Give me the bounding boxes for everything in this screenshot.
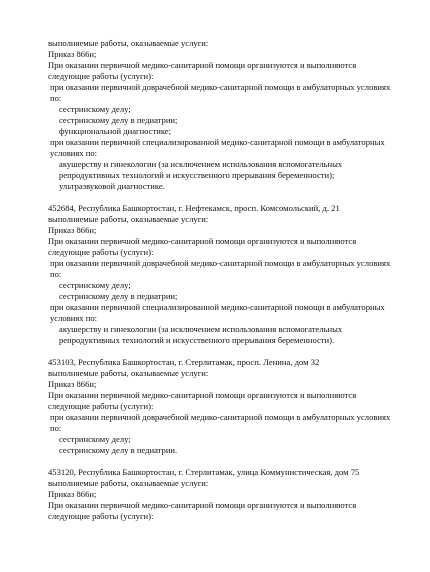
text-line: При оказании первичной медико-санитарной помощи организуются и выполняются следующие работы (услуги): <box>48 500 357 521</box>
address-block <box>48 357 400 456</box>
block-separator <box>48 192 400 203</box>
text-line: акушерству и гинекологии (за исключением использования вспомогательных репродуктивных технологий и искусственного прерывания беременности); <box>59 159 343 180</box>
text-line: 453103, Республика Башкортостан, г. Стерлитамак, просп. Ленина, дом 32 <box>48 357 320 367</box>
text-line: При оказании первичной медико-санитарной помощи организуются и выполняются следующие работы (услуги): <box>48 236 357 257</box>
text-line: сестринскому делу; <box>59 434 131 444</box>
text-line: ультразвуковой диагностике. <box>59 181 165 191</box>
text-line: выполняемые работы, оказываемые услуги: <box>48 368 209 378</box>
text-line: выполняемые работы, оказываемые услуги: <box>48 478 209 488</box>
text-line: при оказании первичной доврачебной медико-санитарной помощи в амбулаторных условиях по: <box>50 258 391 279</box>
text-line: при оказании первичной доврачебной медико-санитарной помощи в амбулаторных условиях по: <box>50 82 391 103</box>
text-line: сестринскому делу в педиатрии; <box>59 291 178 301</box>
text-line: Приказ 866н; <box>48 489 97 499</box>
text-line: Приказ 866н; <box>48 379 97 389</box>
text-line: сестринскому делу; <box>59 280 131 290</box>
block-separator <box>48 346 400 357</box>
text-line: функциональной диагностике; <box>59 126 172 136</box>
address-block <box>48 203 400 346</box>
text-line: сестринскому делу; <box>59 104 131 114</box>
text-line: при оказании первичной доврачебной медико-санитарной помощи в амбулаторных условиях по: <box>50 412 391 433</box>
block-separator <box>48 456 400 467</box>
text-line: сестринскому делу в педиатрии; <box>59 115 178 125</box>
address-block <box>48 467 400 522</box>
text-line: акушерству и гинекологии (за исключением использования вспомогательных репродуктивных технологий и искусственного прерывания беременности). <box>59 324 343 345</box>
text-line: при оказании первичной специализированной медико-санитарной помощи в амбулаторных условиях по: <box>50 137 385 158</box>
text-line: выполняемые работы, оказываемые услуги: <box>48 38 209 48</box>
text-line: при оказании первичной специализированной медико-санитарной помощи в амбулаторных условиях по: <box>50 302 385 323</box>
text-line: Приказ 866н; <box>48 49 97 59</box>
text-line: сестринскому делу в педиатрии. <box>59 445 178 455</box>
text-line: 452684, Республика Башкортостан, г. Нефтекамск, просп. Комсомольский, д. 21 <box>48 203 340 213</box>
text-line: При оказании первичной медико-санитарной помощи организуются и выполняются следующие работы (услуги): <box>48 60 357 81</box>
address-block <box>48 38 400 192</box>
text-line: 453120, Республика Башкортостан, г. Стерлитамак, улица Коммунистическая, дом 75 <box>48 467 360 477</box>
text-line: При оказании первичной медико-санитарной помощи организуются и выполняются следующие работы (услуги): <box>48 390 357 411</box>
text-line: Приказ 866н; <box>48 225 97 235</box>
text-line: выполняемые работы, оказываемые услуги: <box>48 214 209 224</box>
